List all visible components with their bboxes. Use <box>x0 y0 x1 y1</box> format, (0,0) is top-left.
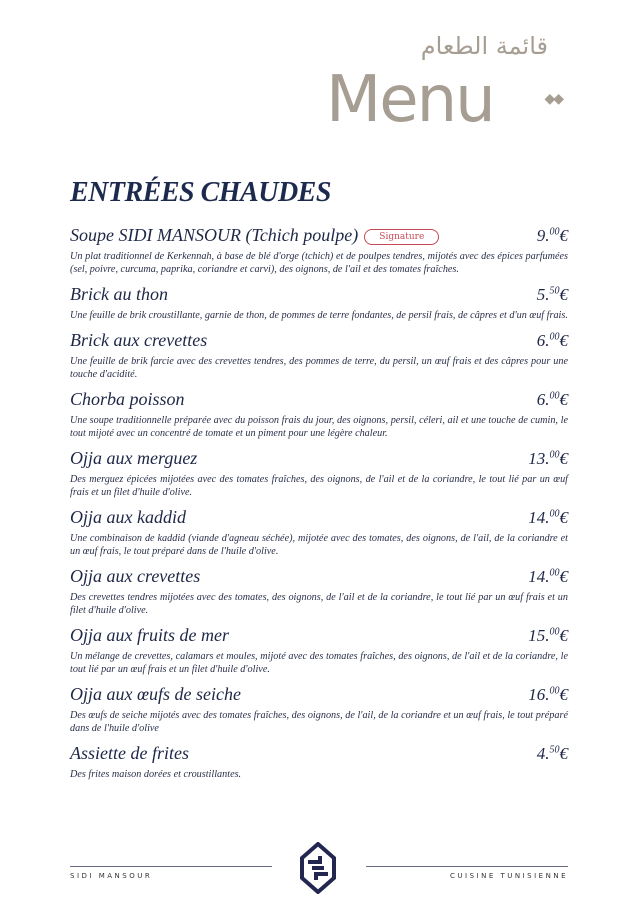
currency-symbol: € <box>559 390 568 409</box>
menu-item-header <box>70 506 568 530</box>
menu-item-description: Une feuille de brik farcie avec des crevettes tendres, des pommes de terre, du persil, un œuf frais et des câpres pour une touche d'acidité. <box>70 356 568 380</box>
price-decimal: 50 <box>549 744 560 756</box>
menu-item-name: Ojja aux merguez <box>70 448 198 468</box>
footer-divider-left <box>70 866 272 867</box>
signature-badge: Signature <box>364 229 439 245</box>
currency-symbol: € <box>559 744 568 763</box>
restaurant-emblem-icon <box>298 842 338 894</box>
menu-item <box>70 565 568 617</box>
logo-dots-icon: ◆◆ <box>544 92 562 107</box>
logo-arabic-text: قائمة الطعام <box>420 32 548 60</box>
currency-symbol: € <box>559 285 568 304</box>
menu-item-list <box>70 224 568 781</box>
menu-item-description: Des merguez épicées mijotées avec des tomates fraîches, des oignons, de l'ail et de la coriandre, le tout lié par un œuf frais et un filet d'huile d'olive. <box>70 474 568 498</box>
menu-item-name: Ojja aux fruits de mer <box>70 625 229 645</box>
menu-item-header <box>70 224 568 248</box>
menu-item-header <box>70 329 568 353</box>
menu-item-price <box>528 684 568 706</box>
menu-item-header <box>70 565 568 589</box>
footer-divider-right <box>366 866 568 867</box>
menu-item-price <box>537 743 568 765</box>
menu-item-name: Ojja aux kaddid <box>70 507 186 527</box>
price-integer: 14. <box>528 567 550 586</box>
menu-item-description: Des crevettes tendres mijotées avec des tomates, des oignons, de l'ail et de la coriandre, le tout lié par un œuf frais et un filet d'huile d'olive. <box>70 592 568 616</box>
price-integer: 13. <box>528 449 550 468</box>
price-integer: 5. <box>536 285 550 304</box>
menu-item <box>70 447 568 499</box>
menu-item-name: Ojja aux crevettes <box>70 566 201 586</box>
currency-symbol: € <box>559 685 568 704</box>
menu-item <box>70 329 568 381</box>
menu-item-price <box>537 284 568 306</box>
menu-item-name: Chorba poisson <box>70 389 185 409</box>
menu-item-description: Des œufs de seiche mijotés avec des tomates fraîches, des oignons, de l'ail, de la coriandre et un œuf frais, le tout préparé dans de l'huile d'olive <box>70 710 568 734</box>
menu-item-description: Une soupe traditionnelle préparée avec du poisson frais du jour, des oignons, persil, céleri, ail et une touche de cumin, le tout mijoté avec un concentré de tomate et un piment pour une légère chaleur. <box>70 415 568 439</box>
footer-tagline: CUISINE TUNISIENNE <box>450 872 568 880</box>
currency-symbol: € <box>559 449 568 468</box>
menu-item-description: Un plat traditionnel de Kerkennah, à base de blé d'orge (tchich) et de poulpes tendres, mijotés avec des épices parfumées (sel, poivre, curcuma, paprika, coriandre et carvi), des oignons, de l'ail et des tomates fraîches. <box>70 251 568 275</box>
menu-item-price <box>528 625 568 647</box>
currency-symbol: € <box>559 226 568 245</box>
menu-item <box>70 283 568 322</box>
menu-item-price <box>528 448 568 470</box>
price-integer: 16. <box>528 685 550 704</box>
menu-item <box>70 224 568 276</box>
price-integer: 9. <box>536 226 550 245</box>
logo-menu-text: Menu <box>326 63 494 137</box>
menu-item-header <box>70 388 568 412</box>
menu-item-name: Assiette de frites <box>70 743 189 763</box>
price-integer: 6. <box>536 331 550 350</box>
price-integer: 4. <box>536 744 550 763</box>
price-decimal: 00 <box>549 685 560 697</box>
menu-item-header <box>70 447 568 471</box>
menu-item-description: Une combinaison de kaddid (viande d'agneau séchée), mijotée avec des tomates, des oignons, de l'ail, de la coriandre et un œuf frais, le tout préparé dans de l'huile d'olive. <box>70 533 568 557</box>
price-decimal: 50 <box>549 285 560 297</box>
currency-symbol: € <box>559 331 568 350</box>
menu-item-header <box>70 283 568 307</box>
menu-item <box>70 742 568 781</box>
price-integer: 14. <box>528 508 550 527</box>
menu-logo <box>326 30 566 138</box>
menu-item-price <box>537 389 568 411</box>
currency-symbol: € <box>559 567 568 586</box>
menu-item-header <box>70 683 568 707</box>
currency-symbol: € <box>559 508 568 527</box>
footer-restaurant-name: SIDI MANSOUR <box>70 872 153 880</box>
menu-item-description: Des frites maison dorées et croustillantes. <box>70 769 242 780</box>
price-decimal: 00 <box>549 449 560 461</box>
menu-item-description: Un mélange de crevettes, calamars et moules, mijoté avec des tomates fraîches, des oignons, de l'ail et de la coriandre, le tout lié par un œuf frais et un filet d'huile d'olive. <box>70 651 568 675</box>
menu-item-price <box>537 330 568 352</box>
menu-item-header <box>70 624 568 648</box>
menu-item-name: Soupe SIDI MANSOUR (Tchich poulpe) <box>70 225 359 245</box>
menu-item <box>70 624 568 676</box>
menu-item <box>70 506 568 558</box>
price-decimal: 00 <box>549 331 560 343</box>
price-decimal: 00 <box>549 567 560 579</box>
price-integer: 6. <box>536 390 550 409</box>
price-integer: 15. <box>528 626 550 645</box>
menu-item-header <box>70 742 568 766</box>
price-decimal: 00 <box>549 508 560 520</box>
menu-item <box>70 388 568 440</box>
price-decimal: 00 <box>549 226 560 238</box>
menu-item-name: Ojja aux œufs de seiche <box>70 684 241 704</box>
menu-item-price <box>528 566 568 588</box>
menu-item-description: Une feuille de brik croustillante, garnie de thon, de pommes de terre fondantes, de persil frais, de câpres et d'un œuf frais. <box>70 310 568 321</box>
menu-item-price <box>537 225 568 247</box>
currency-symbol: € <box>559 626 568 645</box>
menu-item-name: Brick au thon <box>70 284 168 304</box>
price-decimal: 00 <box>549 390 560 402</box>
section-title: ENTRÉES CHAUDES <box>70 177 331 208</box>
menu-item-price <box>528 507 568 529</box>
price-decimal: 00 <box>549 626 560 638</box>
menu-item-name: Brick aux crevettes <box>70 330 208 350</box>
menu-item <box>70 683 568 735</box>
